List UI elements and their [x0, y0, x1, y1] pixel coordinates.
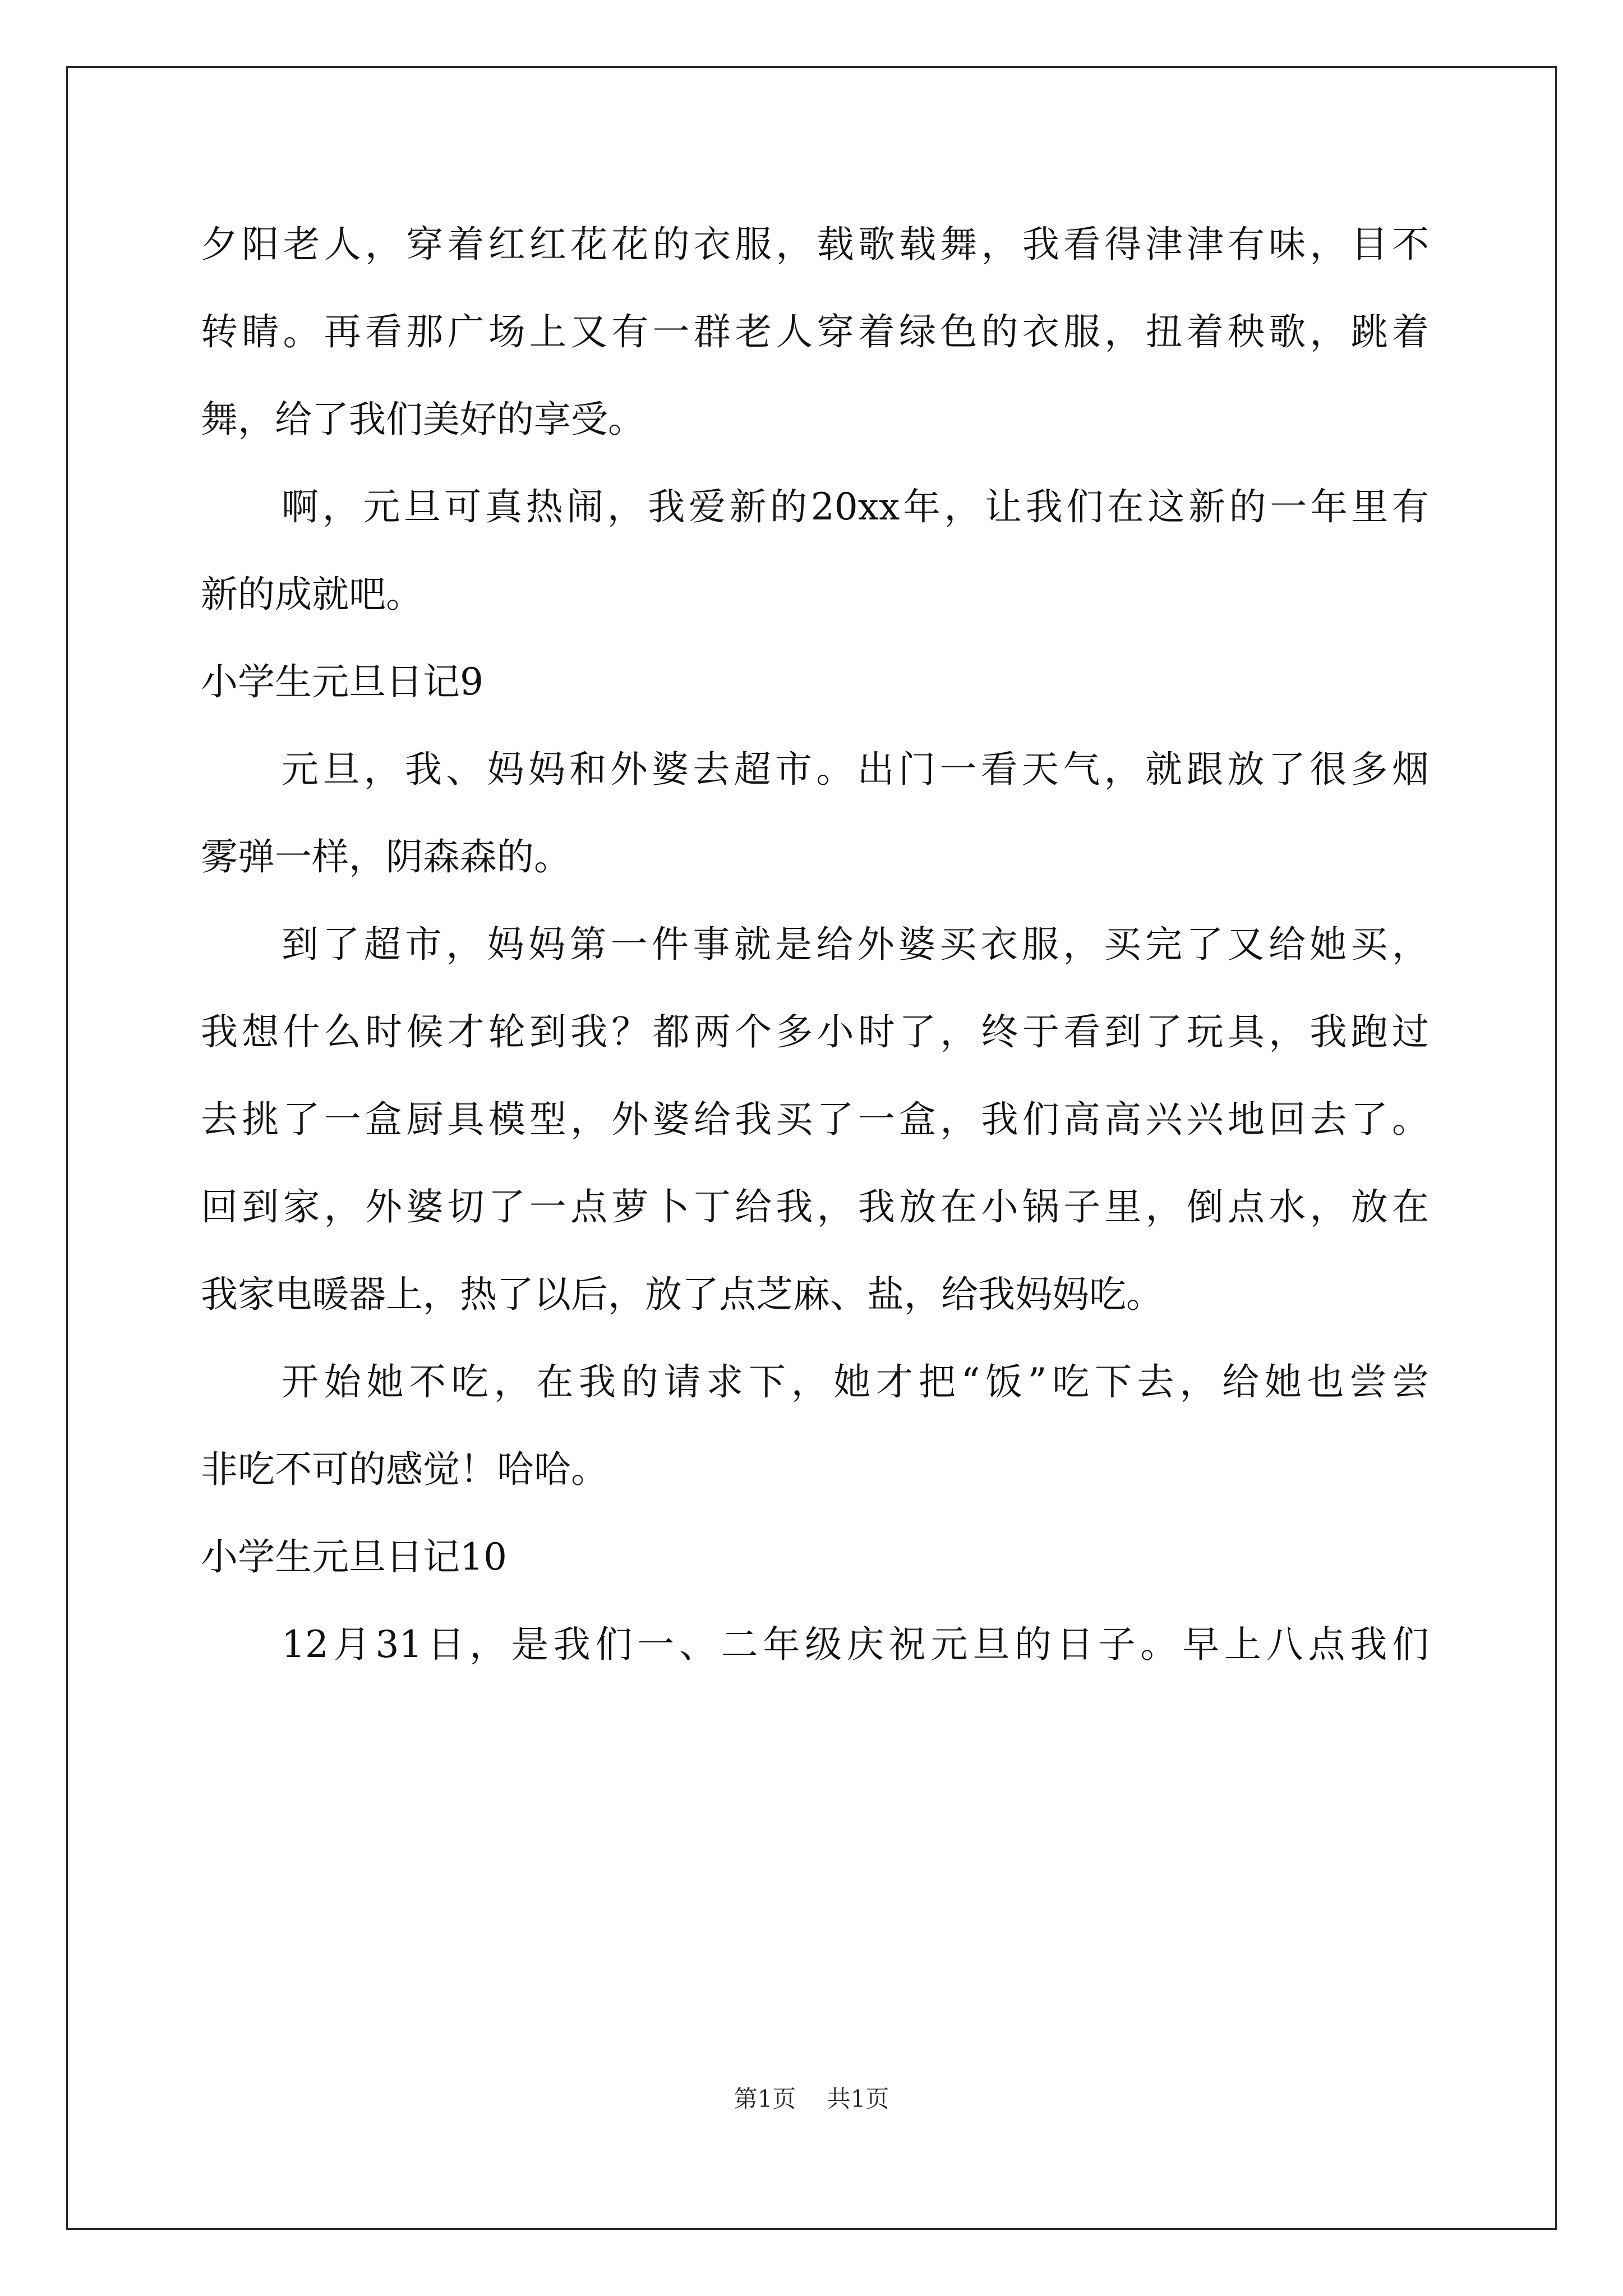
paragraph-start-line: 到了超市，妈妈第一件事就是给外婆买衣服，买完了又给她买，	[282, 923, 1429, 966]
page-footer	[0, 2082, 1623, 2116]
section-heading: 小学生元旦日记9	[201, 660, 483, 703]
paragraph-start-line: 元旦，我、妈妈和外婆去超市。出门一看天气，就跟放了很多烟	[282, 748, 1429, 791]
page-number: 第1页	[734, 2085, 796, 2113]
paragraph-start-line: 12月31日，是我们一、二年级庆祝元旦的日子。早上八点我们	[282, 1623, 1429, 1666]
text-line: 新的成就吧。	[201, 573, 423, 616]
text-line: 舞，给了我们美好的享受。	[201, 398, 645, 441]
text-line: 雾弹一样，阴森森的。	[201, 835, 571, 878]
document-body	[201, 201, 1429, 1688]
text-line: 夕阳老人，穿着红红花花的衣服，载歌载舞，我看得津津有味，目不	[201, 223, 1429, 266]
page-total: 共1页	[827, 2085, 889, 2113]
paragraph-start-line: 啊，元旦可真热闹，我爱新的20xx年，让我们在这新的一年里有	[282, 485, 1429, 528]
section-heading: 小学生元旦日记10	[201, 1535, 507, 1579]
text-line: 回到家，外婆切了一点萝卜丁给我，我放在小锅子里，倒点水，放在	[201, 1185, 1429, 1228]
text-line: 我家电暖器上，热了以后，放了点芝麻、盐，给我妈妈吃。	[201, 1273, 1163, 1316]
text-line: 转睛。再看那广场上又有一群老人穿着绿色的衣服，扭着秧歌，跳着	[201, 310, 1429, 353]
text-line: 非吃不可的感觉！哈哈。	[201, 1448, 608, 1491]
paragraph-start-line: 开始她不吃，在我的请求下，她才把“饭”吃下去，给她也尝尝	[282, 1360, 1429, 1404]
text-line: 我想什么时候才轮到我？都两个多小时了，终于看到了玩具，我跑过	[201, 1010, 1429, 1053]
text-line: 去挑了一盒厨具模型，外婆给我买了一盒，我们高高兴兴地回去了。	[201, 1098, 1429, 1141]
